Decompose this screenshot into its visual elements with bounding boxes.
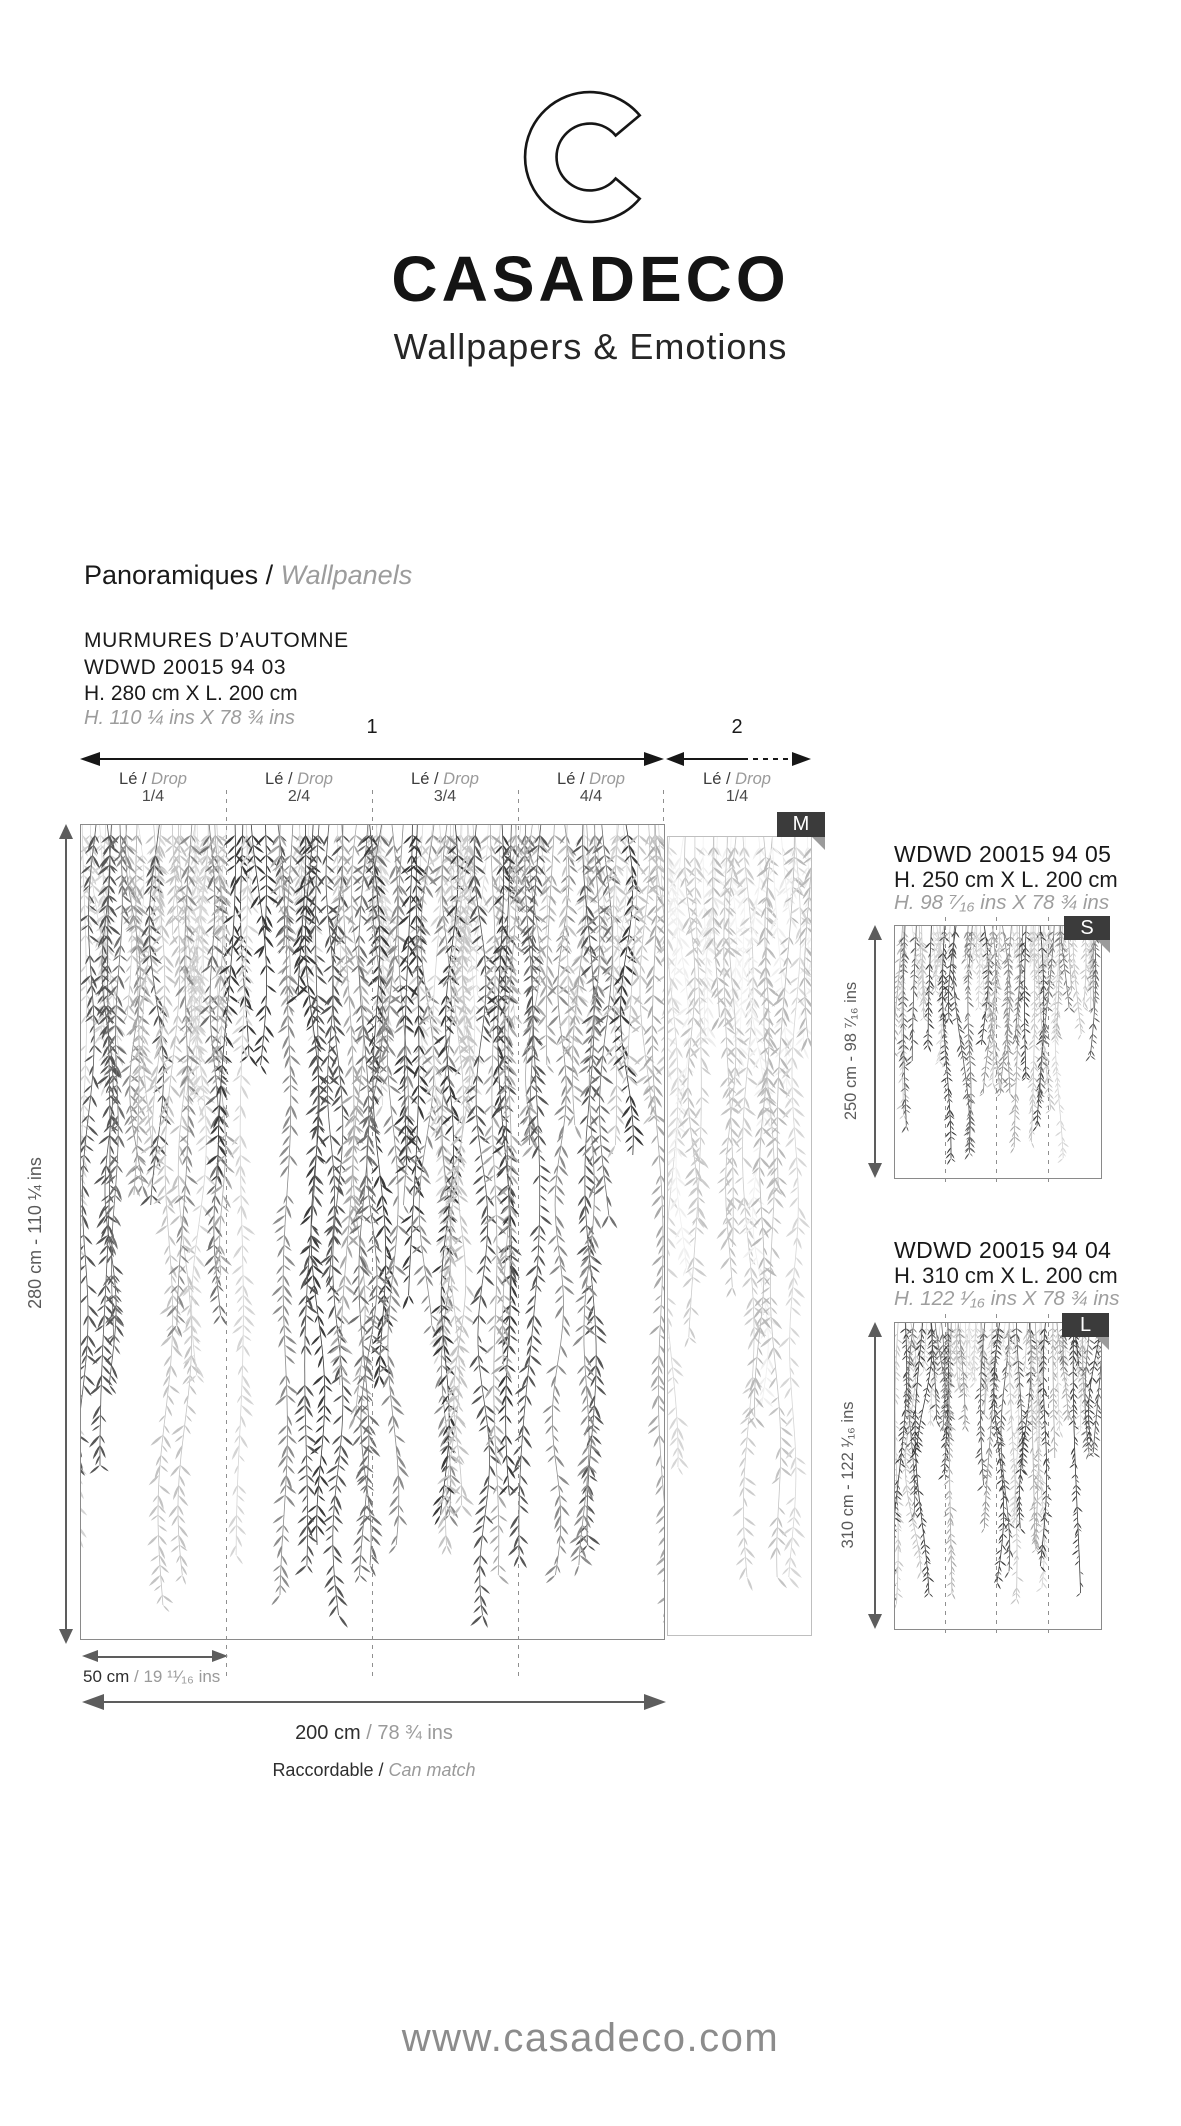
drop-label-fr: Lé /	[119, 770, 147, 788]
total-width-label	[82, 1722, 666, 1745]
brand-name: CASADECO	[391, 243, 790, 315]
variant-l-dimensions-ins: H. 122 ¹⁄₁₆ ins X 78 ¾ ins	[894, 1287, 1120, 1310]
product-name: MURMURES D’AUTOMNE	[84, 629, 349, 652]
repeat-width-arrow-dashed	[743, 758, 792, 760]
badge-fold-icon	[1097, 940, 1110, 953]
drop-fraction: 1/4	[725, 788, 749, 805]
arrow-right-icon	[792, 752, 811, 766]
drop-label-en: Drop	[735, 770, 771, 788]
willow-pattern-art	[895, 1323, 1101, 1629]
drop-label-fr: Lé /	[703, 770, 731, 788]
drop-fraction: 4/4	[579, 788, 603, 805]
category-heading	[84, 560, 412, 591]
arrow-left-icon	[82, 1650, 98, 1662]
drop-separator-dashed	[663, 790, 664, 824]
drop-width-arrow	[97, 1656, 213, 1658]
drop-fraction: 1/4	[141, 788, 165, 805]
repeat-width-arrow	[683, 758, 743, 760]
variant-l-code: WDWD 20015 94 04	[894, 1237, 1112, 1263]
drop-label-en: Drop	[297, 770, 333, 788]
drop-label-fr: Lé /	[265, 770, 293, 788]
drop-separator-dashed	[996, 1314, 997, 1636]
drop-width-ins: / 19 ¹¹⁄₁₆ ins	[129, 1667, 221, 1686]
arrow-down-icon	[868, 1163, 882, 1178]
drop-fraction: 2/4	[287, 788, 311, 805]
product-dimensions-ins: H. 110 ¼ ins X 78 ¾ ins	[84, 707, 295, 729]
variant-s-dimensions-ins: H. 98 ⁷⁄₁₆ ins X 78 ¾ ins	[894, 891, 1110, 914]
size-badge-m: M	[777, 812, 825, 837]
drop-label-1	[80, 771, 226, 805]
drop-separator-dashed	[1048, 917, 1049, 1185]
drop-label-en: Drop	[589, 770, 625, 788]
variant-s-dimensions-cm: H. 250 cm X L. 200 cm	[894, 867, 1118, 892]
product-code: WDWD 20015 94 03	[84, 656, 287, 679]
repeat-wallpanel-preview	[667, 836, 812, 1636]
website-url: www.casadeco.com	[401, 2016, 780, 2060]
drop-separator-dashed	[518, 790, 519, 1676]
variant-l-height-label: 310 cm - 122 ¹⁄₁₆ ins	[839, 1401, 857, 1549]
variant-l-height-arrow	[874, 1335, 876, 1616]
arrow-right-icon	[644, 752, 664, 766]
badge-fold-icon	[812, 837, 825, 850]
drop-separator-dashed	[945, 1314, 946, 1636]
drop-width-label	[83, 1667, 220, 1687]
panel-number-label: 1	[366, 716, 378, 738]
category-fr: Panoramiques /	[84, 560, 274, 590]
size-badge-l: L	[1062, 1313, 1109, 1337]
total-width-arrow	[102, 1701, 646, 1703]
drop-separator-dashed	[996, 917, 997, 1185]
repeat-number-label: 2	[731, 716, 743, 738]
drop-label-fr: Lé /	[557, 770, 585, 788]
drop-label-3	[372, 771, 518, 805]
drop-label-en: Drop	[151, 770, 187, 788]
drop-separator-dashed	[1048, 1314, 1049, 1636]
size-badge-s: S	[1064, 916, 1110, 940]
arrow-right-icon	[644, 1694, 666, 1710]
variant-s-height-arrow	[874, 938, 876, 1165]
casadeco-logo-icon	[519, 84, 661, 230]
match-fr: Raccordable /	[272, 1760, 384, 1780]
drop-separator-dashed	[945, 917, 946, 1185]
total-width-ins: / 78 ¾ ins	[360, 1722, 453, 1744]
badge-fold-icon	[1096, 1337, 1109, 1350]
drop-label-4	[518, 771, 664, 805]
product-dimensions-cm: H. 280 cm X L. 200 cm	[84, 682, 298, 705]
match-en: Can match	[383, 1760, 476, 1780]
arrow-left-icon	[80, 752, 100, 766]
brand-tagline: Wallpapers & Emotions	[393, 326, 788, 367]
variant-s-height-label: 250 cm - 98 ⁷⁄₁₆ ins	[842, 981, 860, 1121]
match-label	[82, 1760, 666, 1781]
drop-separator-dashed	[372, 790, 373, 1676]
drop-label-fr: Lé /	[411, 770, 439, 788]
drop-separator-dashed	[226, 790, 227, 1676]
panel-width-arrow	[98, 758, 647, 760]
variant-s-preview	[894, 925, 1102, 1179]
drop-fraction: 3/4	[433, 788, 457, 805]
drop-label-repeat	[664, 771, 810, 805]
arrow-left-icon	[666, 752, 684, 766]
total-width-cm: 200 cm	[295, 1722, 361, 1744]
variant-l-dimensions-cm: H. 310 cm X L. 200 cm	[894, 1263, 1118, 1288]
main-height-arrow	[65, 837, 67, 1630]
arrow-left-icon	[82, 1694, 104, 1710]
arrow-down-icon	[868, 1614, 882, 1629]
willow-pattern-art-faded	[668, 837, 811, 1635]
drop-label-2	[226, 771, 372, 805]
arrow-down-icon	[59, 1629, 73, 1644]
main-height-label: 280 cm - 110 ¼ ins	[25, 1157, 45, 1309]
willow-pattern-art	[895, 926, 1101, 1178]
variant-l-preview	[894, 1322, 1102, 1630]
drop-label-en: Drop	[443, 770, 479, 788]
drop-width-cm: 50 cm	[83, 1667, 130, 1686]
variant-s-code: WDWD 20015 94 05	[894, 841, 1112, 867]
category-en: Wallpanels	[280, 560, 413, 590]
